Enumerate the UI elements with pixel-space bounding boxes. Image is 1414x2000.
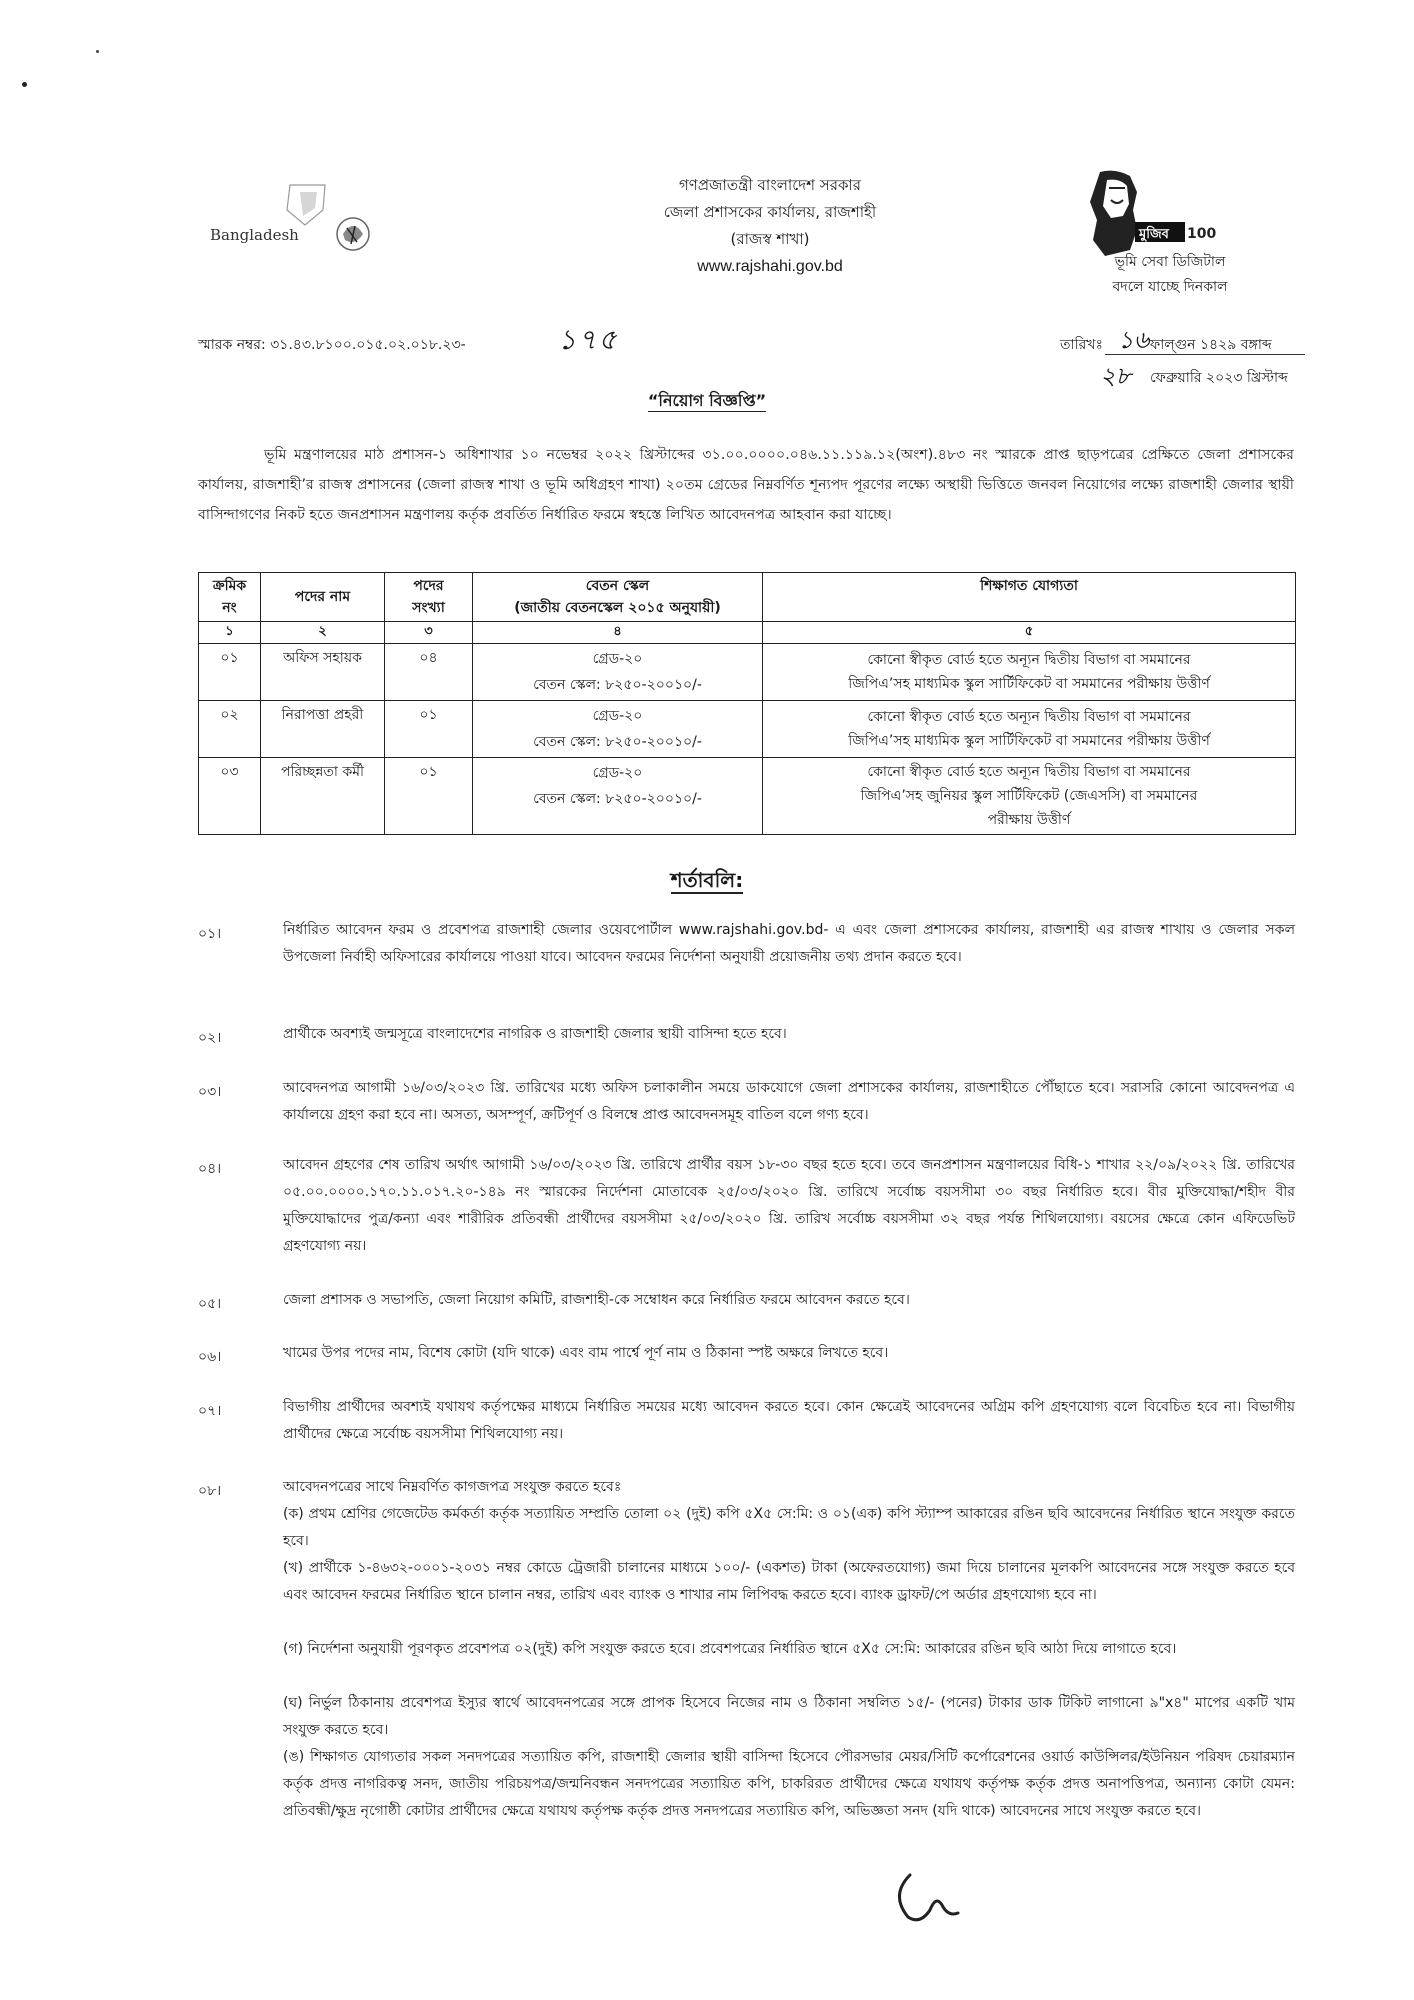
caption-line-2: বদলে যাচ্ছে দিনকাল: [1112, 279, 1228, 295]
row-qualification: কোনো স্বীকৃত বোর্ড হতে অন্যূন দ্বিতীয় বিভাগ বা সমমানের জিপিএ’সহ মাধ্যমিক স্কুল সার্টিফিকেট বা সমমানের পরীক্ষায় উত্তীর্ণ: [763, 701, 1296, 758]
signature: [880, 1855, 1000, 1935]
date-bangla-day: ১৬: [1118, 326, 1150, 354]
row-serial: ০১: [199, 644, 261, 701]
date-gregorian: ফেব্রুয়ারি ২০২৩ খ্রিস্টাব্দ: [1150, 370, 1288, 386]
date-label: তারিখঃ: [1060, 337, 1103, 353]
row-count: ০১: [385, 758, 473, 835]
col-number: ৫: [763, 622, 1296, 644]
mujib-logo-text: মুজিব: [1139, 227, 1169, 242]
table-row: [199, 758, 1296, 835]
term-text: বিভাগীয় প্রার্থীদের অবশ্যই যথাযথ কর্তৃপক্ষের মাধ্যমে নির্ধারিত সময়ের মধ্যে আবেদন করতে হবে। কোন ক্ষেত্রেই আবেদনের অগ্রিম কপি গ্রহণযোগ্য বলে বিবেচিত হবে না। বিভাগীয় প্রার্থীদের ক্ষেত্রে সর্বোচ্চ বয়সসীমা শিথিলযোগ্য নয়।: [283, 1399, 1295, 1442]
row-scale: গ্রেড-২০ বেতন স্কেল: ৮২৫০-২০০১০/-: [473, 701, 763, 758]
col-number: ২: [261, 622, 385, 644]
col-number: ৪: [473, 622, 763, 644]
term-text: আবেদন গ্রহণের শেষ তারিখ অর্থাৎ আগামী ১৬/০৩/২০২৩ খ্রি. তারিখে প্রার্থীর বয়স ১৮-৩০ বছর হতে হবে। তবে জনপ্রশাসন মন্ত্রণালয়ের বিধি-১ শাখার ২২/০৯/২০২২ খ্রি. তারিখের ০৫.০০.০০০০.১৭০.১১.০১৭.২০-১৪৯ নং স্মারকের নির্দেশনা মোতাবেক ২৫/০৩/২০২০ খ্রি. তারিখে সর্বোচ্চ বয়সসীমা ৩০ বছর নির্ধারিত হবে। বীর মুক্তিযোদ্ধা/শহীদ বীর মুক্তিযোদ্ধাদের পুত্র/কন্যা এবং শারীরিক প্রতিবন্ধী প্রার্থীদের বয়সসীমা ২৫/০৩/২০২০ খ্রি. তারিখ সর্বোচ্চ বয়সসীমা ৩২ বছর পর্যন্ত শিথিলযোগ্য। বয়সের ক্ষেত্রে কোন এফিডেভিট গ্রহণযোগ্য নয়।: [283, 1157, 1295, 1254]
bangladesh-logo: [205, 180, 380, 260]
term-number: ০২।: [198, 1030, 222, 1046]
term-number: ০৭।: [198, 1403, 222, 1419]
table-header-row: [199, 573, 1296, 622]
term-text: নির্ধারিত আবেদন ফরম ও প্রবেশপত্র রাজশাহী জেলার ওয়েবপোর্টাল www.rajshahi.gov.bd- এ এবং জেলা প্রশাসকের কার্যালয়, রাজশাহী এর রাজস্ব শাখায় ও জেলার সকল উপজেলা নির্বাহী অফিসারের কার্যালয়ে পাওয়া যাবে। আবেদন ফরমের নির্দেশনা অনুযায়ী প্রয়োজনীয় তথ্য প্রদান করতে হবে।: [283, 922, 1295, 965]
row-count: ০১: [385, 701, 473, 758]
row-count: ০৪: [385, 644, 473, 701]
term-number: ০৩।: [198, 1084, 222, 1100]
mujib-100-logo: [1075, 170, 1255, 262]
term-number: ০৮।: [198, 1483, 222, 1499]
row-serial: ০৩: [199, 758, 261, 835]
office-header: [560, 172, 980, 280]
col-count-header: পদের সংখ্যা: [385, 573, 473, 622]
scan-speck: [22, 82, 27, 87]
term-text: জেলা প্রশাসক ও সভাপতি, জেলা নিয়োগ কমিটি, রাজশাহী-কে সম্বোধন করে নির্ধারিত ফরমে আবেদন করতে হবে।: [283, 1292, 910, 1308]
row-scale: গ্রেড-২০ বেতন স্কেল: ৮২৫০-২০০১০/-: [473, 758, 763, 835]
scan-speck: [96, 50, 99, 53]
intro-paragraph: ভূমি মন্ত্রণালয়ের মাঠ প্রশাসন-১ অধিশাখার ১০ নভেম্বর ২০২২ খ্রিস্টাব্দের ৩১.০০.০০০০.০৪৬.১১.১১৯.১২(অংশ).৪৮৩ নং স্মারকে প্রাপ্ত ছাড়পত্রের প্রেক্ষিতে জেলা প্রশাসকের কার্যালয়, রাজশাহী’র রাজস্ব প্রশাসনের (জেলা রাজস্ব শাখা ও ভূমি অধিগ্রহণ শাখা) ২০তম গ্রেডের নিম্নবর্ণিত শূন্যপদ পূরণের লক্ষ্যে অস্থায়ী ভিত্তিতে জনবল নিয়োগের লক্ষ্যে রাজশাহী জেলার স্থায়ী বাসিন্দাগণের নিকট হতে জনপ্রশাসন মন্ত্রণালয় কর্তৃক প্রবর্তিত নির্ধারিত ফরমে স্বহস্তে লিখিত আবেদনপত্র আহবান করা যাচ্ছে।: [198, 447, 1294, 523]
terms-title: [0, 866, 1414, 899]
table-row: [199, 701, 1296, 758]
term-number: ০৫।: [198, 1296, 222, 1312]
row-qualification: কোনো স্বীকৃত বোর্ড হতে অন্যূন দ্বিতীয় বিভাগ বা সমমানের জিপিএ’সহ জুনিয়র স্কুল সার্টিফিকেট (জেএসসি) বা সমমানের পরীক্ষায় উত্তীর্ণ: [763, 758, 1296, 835]
date-gregorian-day: ২৮: [1100, 362, 1132, 390]
col-serial-header: ক্রমিক নং: [199, 573, 261, 622]
notice-title: [0, 388, 1414, 415]
row-post: নিরাপত্তা প্রহরী: [261, 701, 385, 758]
col-post-header: পদের নাম: [261, 573, 385, 622]
memo-handwritten-number: ১৭৫: [558, 323, 619, 356]
col-number: ৩: [385, 622, 473, 644]
govt-name: গণপ্রজাতন্ত্রী বাংলাদেশ সরকার: [678, 176, 862, 194]
bangladesh-logo-text: Bangladesh: [210, 226, 299, 244]
row-post: অফিস সহায়ক: [261, 644, 385, 701]
term8-item-umo: (ঙ) শিক্ষাগত যোগ্যতার সকল সনদপত্রের সত্যায়িত কপি, রাজশাহী জেলার স্থায়ী বাসিন্দা হিসেবে পৌরসভার মেয়র/সিটি কর্পোরেশনের ওয়ার্ড কাউন্সিলর/ইউনিয়ন পরিষদ চেয়ারম্যান কর্তৃক প্রদত্ত নাগরিকত্ব সনদ, জাতীয় পরিচয়পত্র/জন্মনিবন্ধন সনদপত্রের সত্যায়িত কপি, চাকরিরত প্রার্থীদের ক্ষেত্রে যথাযথ কর্তৃপক্ষ কর্তৃক প্রদত্ত অনাপত্তিপত্র, অন্যান্য কোটা যেমন: প্রতিবন্ধী/ক্ষুদ্র নৃগোষ্ঠী কোটার প্রার্থীদের ক্ষেত্রে যথাযথ কর্তৃপক্ষ কর্তৃক প্রদত্ত সনদপত্রের সত্যায়িত কপি, অভিজ্ঞতা সনদ (যদি থাকে) আবেদনের সাথে সংযুক্ত করতে হবে।: [283, 1749, 1295, 1819]
term8-item-kha: (খ) প্রার্থীকে ১-৪৬৩২-০০০১-২০৩১ নম্বর কোডে ট্রেজারী চালানের মাধ্যমে ১০০/- (একশত) টাকা (অফেরতযোগ্য) জমা দিয়ে চালানের মূলকপি আবেদনের সঙ্গে সংযুক্ত করতে হবে এবং আবেদন ফরমের নির্ধারিত স্থানে চালান নম্বর, তারিখ এবং ব্যাংক ও শাখার নাম লিপিবদ্ধ করতে হবে। ব্যাংক ড্রাফট/পে অর্ডার গ্রহণযোগ্য হবে না।: [283, 1560, 1295, 1603]
row-qualification: কোনো স্বীকৃত বোর্ড হতে অন্যূন দ্বিতীয় বিভাগ বা সমমানের জিপিএ’সহ মাধ্যমিক স্কুল সার্টিফিকেট বা সমমানের পরীক্ষায় উত্তীর্ণ: [763, 644, 1296, 701]
terms-title-text: শর্তাবলি:: [670, 868, 744, 892]
column-number-row: [199, 622, 1296, 644]
col-qualification-header: শিক্ষাগত যোগ্যতা: [763, 573, 1296, 622]
table-row: [199, 644, 1296, 701]
bhumi-seba-caption: [1070, 250, 1270, 300]
row-scale: গ্রেড-২০ বেতন স্কেল: ৮২৫০-২০০১০/-: [473, 644, 763, 701]
website-link[interactable]: www.rajshahi.gov.bd: [697, 258, 843, 275]
notice-title-text: “নিয়োগ বিজ্ঞপ্তি”: [647, 391, 767, 410]
term-number: ০১।: [198, 926, 222, 942]
term8-item-ka: (ক) প্রথম শ্রেণির গেজেটেড কর্মকর্তা কর্তৃক সত্যায়িত সম্প্রতি তোলা ০২ (দুই) কপি ৫X৫ সে:মি: ও ০১(এক) কপি স্ট্যাম্প আকারের রঙিন ছবি আবেদনের নির্ধারিত স্থানে সংযুক্ত করতে হবে।: [283, 1506, 1295, 1549]
date-divider: [1105, 354, 1305, 355]
term-number: ০৬।: [198, 1349, 222, 1365]
row-serial: ০২: [199, 701, 261, 758]
mujib-logo-number: 100: [1187, 226, 1217, 242]
term8-item-gha: (ঘ) নির্ভুল ঠিকানায় প্রবেশপত্র ইস্যুর স্বার্থে আবেদনপত্রের সঙ্গে প্রাপক হিসেবে নিজের নাম ও ঠিকানা সম্বলিত ১৫/- (পনের) টাকার ডাক টিকিট লাগানো ৯"x৪" মাপের একটি খাম সংযুক্ত করতে হবে।: [283, 1695, 1295, 1738]
branch-name: (রাজস্ব শাখা): [730, 230, 810, 248]
date-bangla: ফাল্গুন ১৪২৯ বঙ্গাব্দ: [1150, 337, 1272, 353]
office-name: জেলা প্রশাসকের কার্যালয়, রাজশাহী: [663, 203, 877, 221]
term-number: ০৪।: [198, 1161, 222, 1177]
posts-table: [198, 572, 1296, 835]
term-text: আবেদনপত্র আগামী ১৬/০৩/২০২৩ খ্রি. তারিখের মধ্যে অফিস চলাকালীন সময়ে ডাকযোগে জেলা প্রশাসকের কার্যালয়, রাজশাহীতে পৌঁছাতে হবে। সরাসরি কোনো আবেদনপত্র এ কার্যালয়ে গ্রহণ করা হবে না। অসত্য, অসম্পূর্ণ, ক্রটিপূর্ণ ও বিলম্বে প্রাপ্ত আবেদনসমূহ বাতিল বলে গণ্য হবে।: [283, 1080, 1295, 1123]
term-text: খামের উপর পদের নাম, বিশেষ কোটা (যদি থাকে) এবং বাম পার্শ্বে পূর্ণ নাম ও ঠিকানা স্পষ্ট অক্ষরে লিখতে হবে।: [283, 1345, 889, 1361]
memo-number: স্মারক নম্বর: ৩১.৪৩.৮১০০.০১৫.০২.০১৮.২৩-: [198, 337, 466, 353]
term8-item-ga: (গ) নির্দেশনা অনুযায়ী পূরণকৃত প্রবেশপত্র ০২(দুই) কপি সংযুক্ত করতে হবে। প্রবেশপত্রের নির্ধারিত স্থানে ৫X৫ সে:মি: আকারের রঙিন ছবি আঠা দিয়ে লাগাতে হবে।: [283, 1641, 1177, 1657]
row-post: পরিচ্ছন্নতা কর্মী: [261, 758, 385, 835]
col-scale-header: বেতন স্কেল (জাতীয় বেতনস্কেল ২০১৫ অনুযায়ী): [473, 573, 763, 622]
caption-line-1: ভূমি সেবা ডিজিটাল: [1114, 254, 1226, 270]
col-number: ১: [199, 622, 261, 644]
term-text: আবেদনপত্রের সাথে নিম্নবর্ণিত কাগজপত্র সংযুক্ত করতে হবেঃ: [283, 1479, 622, 1495]
term-text: প্রার্থীকে অবশ্যই জন্মসূত্রে বাংলাদেশের নাগরিক ও রাজশাহী জেলার স্থায়ী বাসিন্দা হতে হবে।: [283, 1026, 787, 1042]
